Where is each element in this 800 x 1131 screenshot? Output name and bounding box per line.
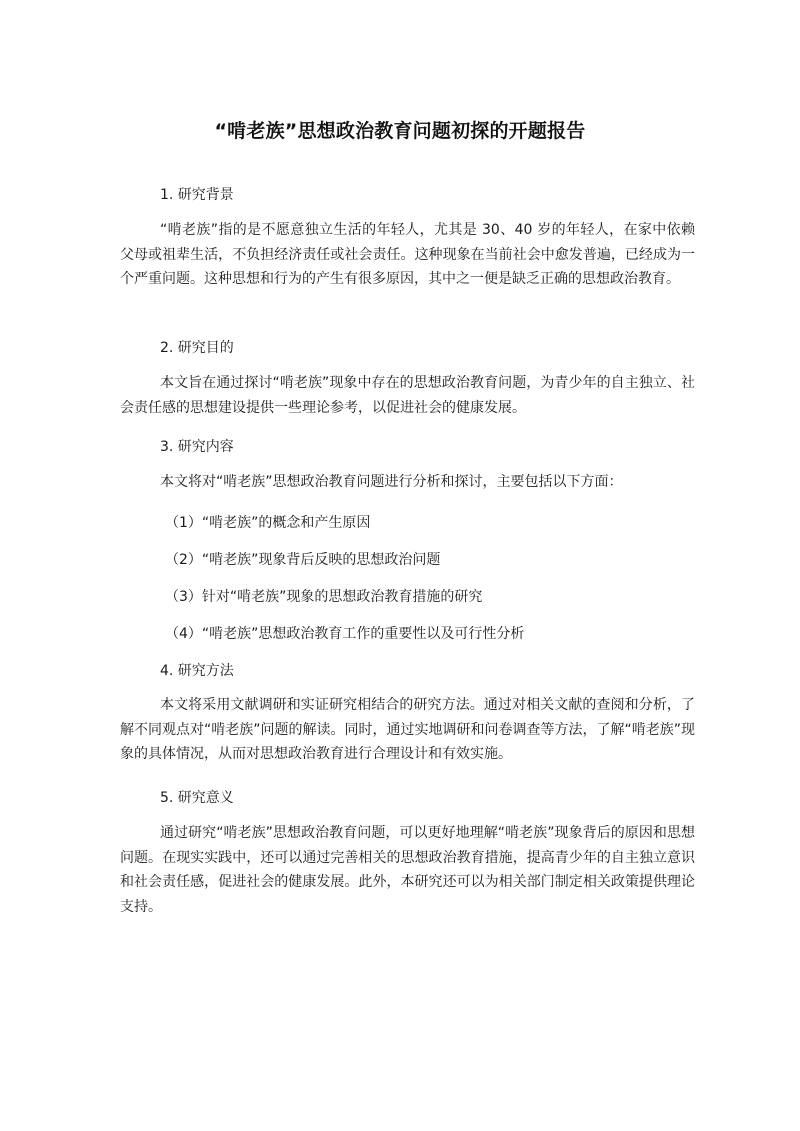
content-list-item: （3）针对“啃老族”现象的思想政治教育措施的研究: [165, 589, 483, 605]
section-heading-method: 4. 研究方法: [160, 663, 234, 679]
content-list-item: （1）“啃老族”的概念和产生原因: [165, 515, 371, 531]
section-heading-background: 1. 研究背景: [160, 187, 234, 203]
content-list-item: （4）“啃老族”思想政治教育工作的重要性以及可行性分析: [165, 626, 525, 642]
section-heading-significance: 5. 研究意义: [160, 790, 234, 806]
section-body-method: 本文将采用文献调研和实证研究相结合的研究方法。通过对相关文献的查阅和分析，了解不同观点对“啃老族”问题的解读。同时，通过实地调研和问卷调查等方法，了解“啃老族”现象的具体情况，从而对思想政治教育进行合理设计和有效实施。: [120, 697, 696, 762]
document-title: “啃老族”思想政治教育问题初探的开题报告: [214, 120, 586, 142]
section-body-purpose: 本文旨在通过探讨“啃老族”现象中存在的思想政治教育问题，为青少年的自主独立、社会责任感的思想建设提供一些理论参考，以促进社会的健康发展。: [120, 375, 695, 416]
section-body-content: 本文将对“啃老族”思想政治教育问题进行分析和探讨，主要包括以下方面：: [160, 474, 623, 490]
section-body-significance: 通过研究“啃老族”思想政治教育问题，可以更好地理解“啃老族”现象背后的原因和思想问题。在现实实践中，还可以通过完善相关的思想政治教育措施，提高青少年的自主独立意识和社会责任感，促进社会的健康发展。此外，本研究还可以为相关部门制定相关政策提供理论支持。: [120, 825, 695, 915]
section-heading-purpose: 2. 研究目的: [160, 340, 234, 356]
section-body-background: “啃老族”指的是不愿意独立生活的年轻人，尤其是 30、40 岁的年轻人，在家中依赖父母或祖辈生活，不负担经济责任或社会责任。这种现象在当前社会中愈发普遍，已经成为一个严重问题。这种思想和行为的产生有很多原因，其中之一便是缺乏正确的思想政治教育。: [120, 222, 695, 287]
content-list-item: （2）“啃老族”现象背后反映的思想政治问题: [165, 552, 441, 568]
section-heading-content: 3. 研究内容: [160, 439, 234, 455]
